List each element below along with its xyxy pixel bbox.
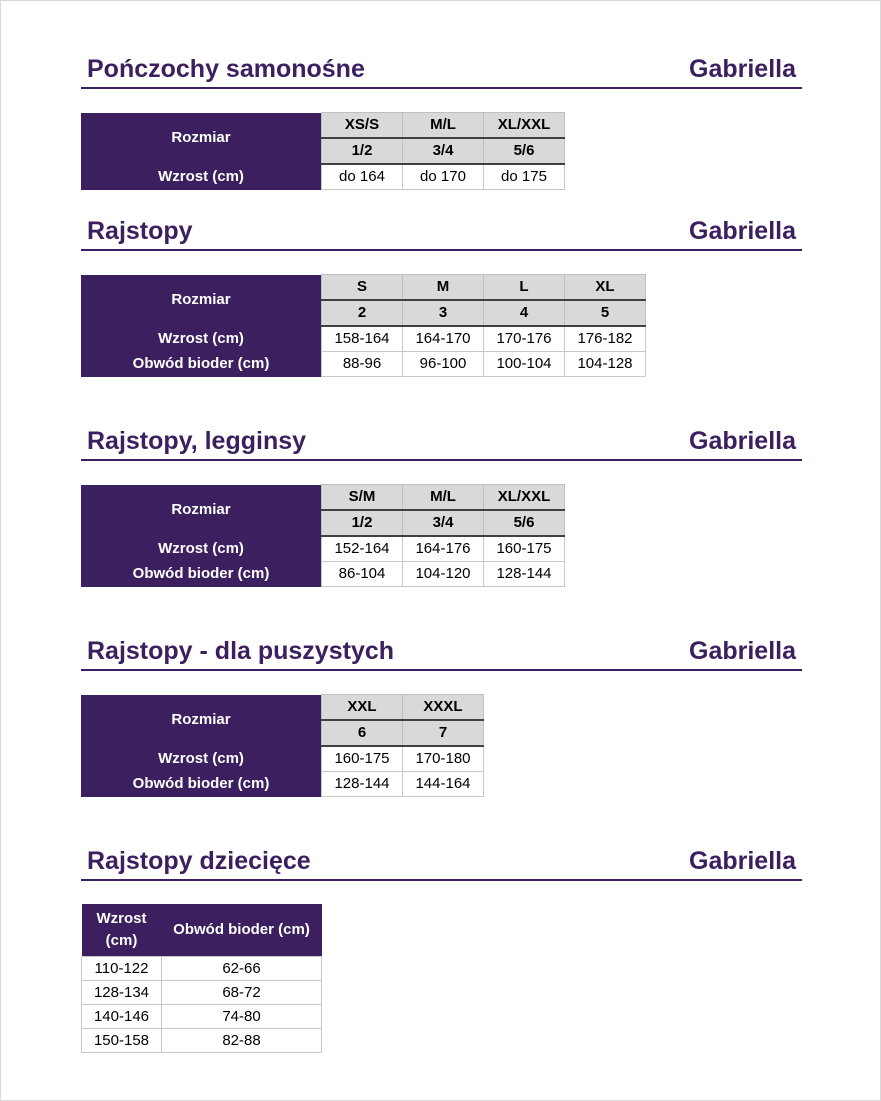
table-row xyxy=(82,1029,322,1053)
height-cell: do 175 xyxy=(484,164,565,190)
row-label-height: Wzrost (cm) xyxy=(81,746,322,772)
hips-cell: 144-164 xyxy=(403,772,484,797)
number-cell: 7 xyxy=(403,720,484,746)
section-header xyxy=(81,219,802,251)
height-cell: 150-158 xyxy=(82,1029,162,1053)
height-cell: 170-176 xyxy=(484,326,565,352)
row-label-size: Rozmiar xyxy=(81,485,322,537)
number-cell: 5/6 xyxy=(484,138,565,164)
section-tights xyxy=(81,217,802,372)
row-label-hips: Obwód bioder (cm) xyxy=(81,772,322,797)
section-title: Rajstopy - dla puszystych xyxy=(87,637,395,665)
number-cell: 4 xyxy=(484,300,565,326)
section-title: Pończochy samonośne xyxy=(87,55,365,83)
table-row xyxy=(82,957,322,981)
number-cell: 3/4 xyxy=(403,138,484,164)
hips-cell: 100-104 xyxy=(484,352,565,377)
height-cell: 128-134 xyxy=(82,981,162,1005)
row-label-hips: Obwód bioder (cm) xyxy=(81,352,322,377)
brand-name: Gabriella xyxy=(689,55,796,83)
size-table xyxy=(81,112,565,190)
section-kids xyxy=(81,847,802,1049)
hips-cell: 86-104 xyxy=(322,562,403,587)
section-title: Rajstopy dziecięce xyxy=(87,847,311,875)
number-cell: 3 xyxy=(403,300,484,326)
col-label-hips: Obwód bioder (cm) xyxy=(162,904,322,957)
kids-size-table xyxy=(81,904,322,1053)
section-header xyxy=(81,429,802,461)
size-cell: M/L xyxy=(403,113,484,139)
brand-name: Gabriella xyxy=(689,427,796,455)
height-cell: do 164 xyxy=(322,164,403,190)
height-cell: 164-170 xyxy=(403,326,484,352)
section-header xyxy=(81,57,802,89)
section-leggings xyxy=(81,427,802,582)
size-cell: M/L xyxy=(403,485,484,511)
section-plus-size xyxy=(81,637,802,792)
size-cell: XL/XXL xyxy=(484,485,565,511)
section-header xyxy=(81,639,802,671)
row-label-size: Rozmiar xyxy=(81,275,322,327)
row-label-hips: Obwód bioder (cm) xyxy=(81,562,322,587)
height-cell: do 170 xyxy=(403,164,484,190)
height-cell: 158-164 xyxy=(322,326,403,352)
number-cell: 3/4 xyxy=(403,510,484,536)
hips-cell: 74-80 xyxy=(162,1005,322,1029)
row-label-size: Rozmiar xyxy=(81,113,322,165)
hips-cell: 128-144 xyxy=(322,772,403,797)
height-cell: 160-175 xyxy=(322,746,403,772)
number-cell: 6 xyxy=(322,720,403,746)
height-cell: 164-176 xyxy=(403,536,484,562)
hips-cell: 88-96 xyxy=(322,352,403,377)
row-label-height: Wzrost (cm) xyxy=(81,326,322,352)
hips-cell: 104-120 xyxy=(403,562,484,587)
table-row xyxy=(82,981,322,1005)
section-stockings xyxy=(81,55,802,185)
size-table xyxy=(81,274,646,377)
height-cell: 140-146 xyxy=(82,1005,162,1029)
section-title: Rajstopy, legginsy xyxy=(87,427,307,455)
size-cell: S/M xyxy=(322,485,403,511)
number-cell: 5 xyxy=(565,300,646,326)
brand-name: Gabriella xyxy=(689,847,796,875)
size-cell: L xyxy=(484,275,565,301)
table-row xyxy=(82,1005,322,1029)
hips-cell: 96-100 xyxy=(403,352,484,377)
size-cell: XXXL xyxy=(403,695,484,721)
row-label-height: Wzrost (cm) xyxy=(81,536,322,562)
size-cell: XL xyxy=(565,275,646,301)
height-cell: 176-182 xyxy=(565,326,646,352)
number-cell: 2 xyxy=(322,300,403,326)
size-table xyxy=(81,484,565,587)
brand-name: Gabriella xyxy=(689,217,796,245)
hips-cell: 104-128 xyxy=(565,352,646,377)
size-cell: XS/S xyxy=(322,113,403,139)
size-cell: M xyxy=(403,275,484,301)
number-cell: 1/2 xyxy=(322,510,403,536)
hips-cell: 68-72 xyxy=(162,981,322,1005)
height-cell: 110-122 xyxy=(82,957,162,981)
row-label-height: Wzrost (cm) xyxy=(81,164,322,190)
hips-cell: 128-144 xyxy=(484,562,565,587)
section-title: Rajstopy xyxy=(87,217,193,245)
size-cell: XXL xyxy=(322,695,403,721)
col-label-height: Wzrost (cm) xyxy=(82,904,162,957)
brand-name: Gabriella xyxy=(689,637,796,665)
section-header xyxy=(81,849,802,881)
number-cell: 1/2 xyxy=(322,138,403,164)
height-cell: 152-164 xyxy=(322,536,403,562)
hips-cell: 82-88 xyxy=(162,1029,322,1053)
hips-cell: 62-66 xyxy=(162,957,322,981)
size-cell: XL/XXL xyxy=(484,113,565,139)
size-table xyxy=(81,694,484,797)
height-cell: 170-180 xyxy=(403,746,484,772)
row-label-size: Rozmiar xyxy=(81,695,322,747)
number-cell: 5/6 xyxy=(484,510,565,536)
size-cell: S xyxy=(322,275,403,301)
height-cell: 160-175 xyxy=(484,536,565,562)
